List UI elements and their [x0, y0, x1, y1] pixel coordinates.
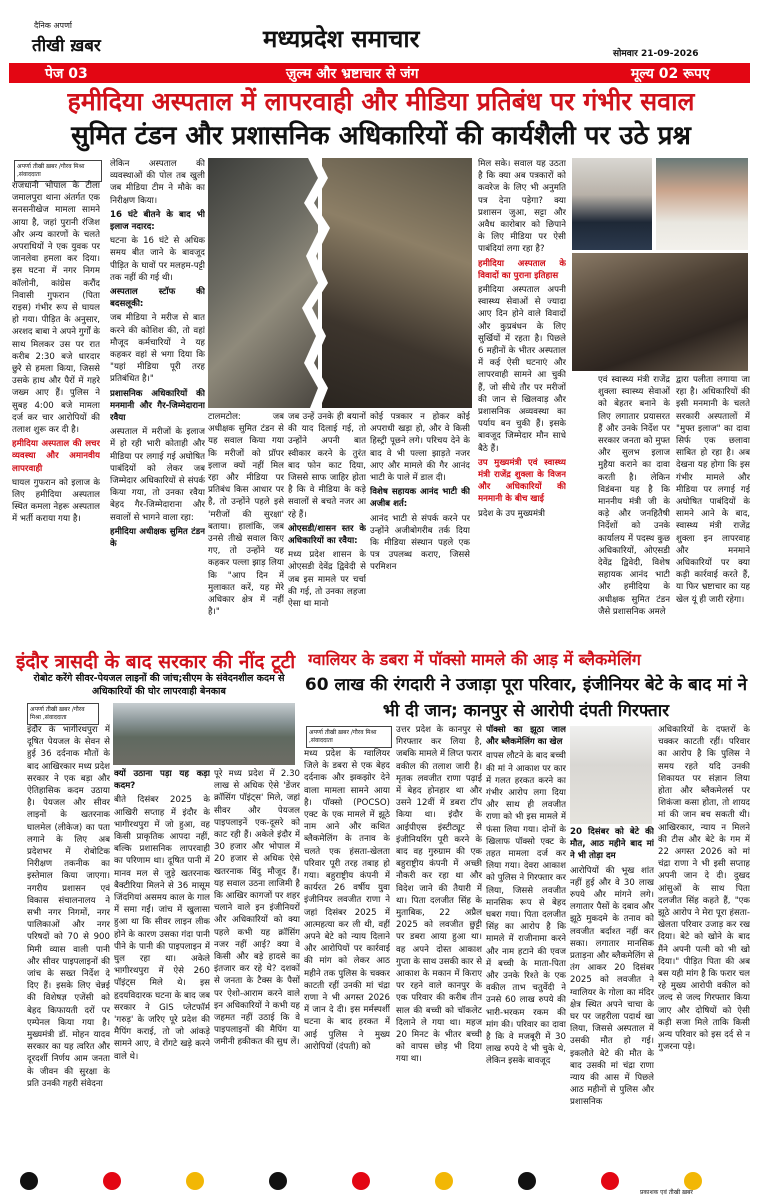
issue-date: सोमवार 21-09-2026: [613, 49, 699, 59]
paragraph: घटना के 16 घंटे से अधिक समय बीत जाने के बावजूद पीड़ित के घावों पर मलहम-पट्टी तक नहीं की गई थी।: [110, 236, 205, 283]
paragraph: कोई पत्रकार न होकर कोई अपराधी खड़ा हो, और वे किसी हिस्ट्री पूछने लगे। परिचय देने के बाद वे भी पल्ला झाड़ते नजर आए और मामले की गैर आनंद भाटी के पाले में डाल दी।: [370, 412, 470, 484]
story1-column-7: [598, 374, 670, 646]
masthead: [0, 0, 761, 60]
footer-dot: [20, 1172, 38, 1190]
minister-portrait-photo: [656, 158, 748, 250]
subheading: हमीदिया अधीक्षक सुमित टंडन के: [110, 526, 205, 550]
story1-column-6: [478, 158, 566, 646]
torn-paper-divider: [300, 158, 340, 408]
story2-headline: इंदौर त्रासदी के बाद सरकार की नींद टूटी: [16, 651, 296, 673]
story3-column-2: [396, 724, 482, 1164]
page-title: मध्यप्रदेश समाचार: [263, 25, 420, 53]
slogan: ज़ुल्म और भ्रष्टाचार से जंग: [286, 66, 419, 82]
city-road-traffic-photo: [113, 703, 295, 765]
paragraph: टालमटोल: जब अधीक्षक सुमित टंडन से यह सवाल किया गया कि मरीजों को प्रॉपर इलाज क्यों नहीं मिल रहा और मीडिया पर प्रतिबंध किस आधार पर है, तो उन्होंने पहले इसे 'मरीजों की सुरक्षा' बताया। हालांकि, जब उनसे तीखे सवाल किए गए, तो उन्होंने यह कहकर पल्ला झाड़ लिया कि "आप दिन में मुलाकात करें, यह मेरे अधिकार क्षेत्र में नहीं है।": [208, 412, 284, 618]
injured-patient-photo: [572, 253, 748, 371]
story1-headline: हमीदिया अस्पताल में लापरवाही और मीडिया प्रतिबंध पर गंभीर सवाल: [67, 87, 695, 116]
hospital-ward-photo-right: [322, 158, 472, 408]
paragraph: मध्य प्रदेश शासन के ओएसडी देवेंद्र द्विवेदी से जब इस मामले पर चर्चा की गई, तो उनका लहजा ऐसा था मानो: [288, 550, 366, 610]
paragraph: अधिकारियों के दफ्तरों के चक्कर काटती रहीं। परिवार का आरोप है कि पुलिस ने समय रहते यदि उनकी शिकायत पर संज्ञान लिया होता और ब्लैकमेलर्स पर शिकंजा कसा होता, तो शायद मां की जान बच सकती थी। आखिरकार, न्याय न मिलने की टीस और बेटे के गम में 22 अगस्त 2026 को मां चंद्रा राणा ने भी इसी सप्ताह अपनी जान दे दी। दुखद आंसुओं के साथ पिता दलजीत सिंह कहते हैं, "एक झूठे आरोप ने मेरा पूरा हंसता-खेलता परिवार उजाड़ कर रख दिया। बेटे को खोने के बाद मैंने अपनी पत्नी को भी खो दिया।" पीड़ित पिता की अब बस यही मांग है कि फरार चल रहे मुख्य आरोपी वकील को जल्द से जल्द गिरफ्तार किया जाए और दोषियों को ऐसी कड़ी सजा मिले ताकि किसी अन्य परिवार को इस दर्द से न गुजरना पड़े।: [658, 725, 750, 1053]
story3-column-4: [570, 826, 654, 1164]
paragraph: द्वारा पलीता लगाया जा रहा है। अधिकारियों की इसी मनमानी के चलते सरकारी अस्पतालों में "मुफ्त इलाज" का दावा सिर्फ एक छलावा साबित हो रहा है। अब देखना यह होगा कि इस गंभीर मामले और मीडिया पर लगाई गई अघोषित पाबंदियों के सामने आने के बाद, स्वास्थ्य मंत्री राजेंद्र शुक्ला इन लापरवाह और मनमाने अधिकारियों पर क्या कड़ी कार्रवाई करते हैं, या फिर भ्रष्टाचार का यह खेल यूं ही जारी रहेगा।: [676, 375, 750, 605]
paragraph: घायल गुफरान को इलाज के लिए हमीदिया अस्पताल स्थित कमला नेहरू अस्पताल में भर्ती कराया गया है।: [12, 477, 100, 525]
footer: [0, 1168, 761, 1199]
paragraph: मिल सके। सवाल यह उठता है कि क्या अब पत्रकारों को कवरेज के लिए भी अनुमति पत्र देना पड़ेगा? क्या प्रशासन जुआ, सट्टा और अवैध कारोबार को छिपाने के लिए मीडिया पर ऐसी पाबंदियां लगा रहा है?: [478, 159, 566, 255]
info-bar: [9, 63, 750, 83]
story1-column-2: [110, 158, 205, 646]
story2-column-1: [27, 724, 110, 1164]
story3-column-5: [658, 724, 750, 1164]
subheading: उप मुख्यमंत्री एवं स्वास्थ्य मंत्री राजेंद्र शुक्ला के विजन और अधिकारियों की मनमानी के बीच खाई: [478, 457, 566, 505]
story2-subheadline: रोबोट करेंगे सीवर-पेयजल लाइनों की जांच;सीएम के संवेदनशील कदम से अधिकारियों की घोर लापरवाही बेनकाब: [33, 673, 285, 697]
footer-dot: [103, 1172, 121, 1190]
paragraph: अस्पताल में मरीजों के इलाज में हो रही भारी कोताही और मीडिया पर लगाई गई अघोषित पाबंदियों को लेकर जब जिम्मेदार अधिकारियों से संपर्क किया गया, तो उनका रवैया बेहद गैर-जिम्मेदाराना और सवालों से भागने वाला रहा:: [110, 427, 205, 523]
footer-dot: [186, 1172, 204, 1190]
story3-column-1: [304, 748, 390, 1164]
story3-column-3: [486, 724, 566, 1164]
paragraph: हमीदिया अस्पताल अपनी स्वास्थ्य सेवाओं से ज्यादा आए दिन होने वाले विवादों और कुप्रबंधन के लिए सुर्खियों में रहता है। पिछले 6 महीनों के भीतर अस्पताल में कई ऐसी घटनाएं और लापरवाही सामने आ चुकी हैं, जो सीधे तौर पर मरीजों की जान से खिलवाड़ और प्रशासनिक अव्यवस्था का पर्याय बन चुकी हैं। इसके बावजूद जिम्मेदार मौन साधे बैठे हैं।: [478, 285, 566, 454]
subheading: क्यों उठाना पड़ा यह कड़ा कदम?: [114, 769, 210, 792]
subheading: अस्पताल स्टॉफ की बदसलूकी:: [110, 287, 205, 310]
story2-byline: अपर्णा तीखी ख़बर /गौरव मिश्रा ,संवाददाता: [27, 703, 99, 725]
paragraph: पूरे मध्य प्रदेश में 2.30 लाख से अधिक ऐसे 'डेंजर क्रॉसिंग पॉइंट्स' मिले, जहां सीवर और पेयजल पाइपलाइनें एक-दूसरे को काट रही हैं। अकेले इंदौर में 30 हजार और भोपाल में 20 हजार से अधिक ऐसे खतरनाक बिंदु मौजूद हैं। यह सवाल उठना लाजिमी है कि आखिर कागजों पर शहर चलाने वाले इन इंजीनियरों और अधिकारियों को क्या पहले कभी यह क्रॉसिंग नजर नहीं आई? क्या वे किसी और बड़े हादसे का इंतजार कर रहे थे? दशकों से जनता के टैक्स के पैसों पर ऐशो-आराम करने वाले इन अधिकारियों ने कभी यह जहमत नहीं उठाई कि वे पाइपलाइनों की मैपिंग या जमीनी हकीकत की सुध लें।: [214, 769, 300, 1048]
paragraph: लेकिन अस्पताल की व्यवस्थाओं की पोल तब खुली जब मीडिया टीम ने मौके का निरीक्षण किया।: [110, 159, 205, 206]
footer-dot: [435, 1172, 453, 1190]
subheading: 20 दिसंबर को बेटे की मौत, आठ महीने बाद मां ने भी तोड़ा दम: [570, 827, 654, 862]
brand-logo-text: तीखी ख़बर: [32, 36, 101, 56]
paragraph: मध्य प्रदेश के ग्वालियर जिले के डबरा से एक बेहद दर्दनाक और झकझोर देने वाला मामला सामने आया है। पॉक्सो (POCSO) एक्ट के एक मामले में झूठे नाम आने और कथित ब्लैकमेलिंग के तनाव के चलते एक हंसता-खेलता परिवार पूरी तरह तबाह हो गया। बहुराष्ट्रीय कंपनी में कार्यरत 26 वर्षीय युवा इंजीनियर लवजीत राणा ने जहां दिसंबर 2025 में आत्महत्या कर ली थी, वहीं अपने बेटे को न्याय दिलाने और आरोपियों पर कार्रवाई की मांग को लेकर आठ महीने तक पुलिस के चक्कर काटती रहीं उनकी मां चंद्रा राणा ने भी अगस्त 2026 में जान दे दी। इस मर्मस्पर्शी घटना के बाद हरकत में आई पुलिस ने मुख्य आरोपियों (दंपती) को: [304, 749, 390, 1052]
subheading: 16 घंटे बीतने के बाद भी इलाज नदारद:: [110, 209, 205, 233]
story1-column-5: [370, 411, 470, 646]
paragraph: जब उन्हें उनके ही बयानों की याद दिलाई गई, तो उन्होंने अपनी बात स्वीकार करने के तुरंत बाद फोन काट दिया, जिससे साफ जाहिर होता है कि वे मीडिया के कड़े सवालों से बचते नजर आ रहे हैं।: [288, 412, 366, 520]
page-number: पेज 03: [45, 66, 88, 82]
price: मूल्य 02 रूपए: [631, 66, 710, 82]
story3-byline: अपर्णा तीखी ख़बर /गौरव मिश्रा ,संवाददाता: [306, 726, 392, 748]
subheading: विशेष सहायक आनंद भाटी की अजीब शर्त:: [370, 487, 470, 510]
footer-dot: [352, 1172, 370, 1190]
footer-credit: प्रकाशक एवं तीखी ख़बर: [640, 1189, 693, 1196]
story1-column-4: [288, 411, 366, 646]
footer-dot: [518, 1172, 536, 1190]
official-portrait-photo: [572, 158, 652, 250]
paragraph: आरोपियों की भूख शांत नहीं हुई और वे 30 लाख रुपये और मांगने लगे। लगातार पैसों के दबाव और झूठे मुकदमे के तनाव को लवजीत बर्दाश्त नहीं कर सका। लगातार मानसिक प्रताड़ना और ब्लैकमेलिंग से तंग आकर 20 दिसंबर 2025 को लवजीत ने ग्वालियर के गोला का मंदिर क्षेत्र स्थित अपने चाचा के घर पर जहरीला पदार्थ खा लिया, जिससे अस्पताल में उसकी मौत हो गई। इकलौते बेटे की मौत के बाद उसकी मां चंद्रा राणा न्याय की आस में पिछले आठ महीनों से पुलिस और प्रशासनिक: [570, 865, 654, 1108]
paragraph: एवं स्वास्थ्य मंत्री राजेंद्र शुक्ला स्वास्थ्य सेवाओं को बेहतर बनाने के लिए लगातार प्रयासरत हैं और उनके निर्देश पर सरकार जनता को मुफ्त और सुलभ इलाज मुहैया कराने का दावा करती है। लेकिन विडंबना यह है कि माननीय मंत्री जी के कड़े और जनहितैषी निर्देशों को उनके कार्यालय में पदस्थ कुछ अधिकारियों, ओएसडी देवेंद्र द्विवेदी, विशेष सहायक आनंद भाटी और हमीदिया के अधीक्षक सुमित टंडन जैसे प्रशासनिक अमले: [598, 375, 670, 617]
accused-person-photo: [570, 726, 652, 824]
story1-column-8: [676, 374, 750, 646]
paragraph: वापस लौटने के बाद बच्ची की मां ने आकाश पर कार में गलत हरकत करने का गंभीर आरोप लगा दिया और साथ ही लवजीत राणा को भी इस मामले में फंसा लिया गया। दोनों के खिलाफ पॉक्सो एक्ट के तहत मामला दर्ज कर लिया गया। देवरा आकाश को पुलिस ने गिरफ्तार कर लिया, जिससे लवजीत मानसिक रूप से बेहद घबरा गया। पिता दलजीत सिंह का आरोप है कि मामले में राजीनामा करने और नाम हटाने की एवज में बच्ची के माता-पिता और उनके रिश्ते के एक वकील ताभ चतुर्वेदी ने उनसे 60 लाख रुपये की भारी-भरकम रकम की मांग की। परिवार का दावा है कि वे मजबूरी में 30 लाख रुपये दे भी चुके थे, लेकिन इसके बावजूद: [486, 751, 566, 1067]
paragraph: उत्तर प्रदेश के कानपुर से गिरफ्तार कर लिया है, जबकि मामले में लिप्त फरार वकील की तलाश जारी है। मृतक लवजीत राणा पढ़ाई में बेहद होनहार था और उसने 12वीं में डबरा टॉप किया था। इंदौर के आईपीएस इंस्टीट्यूट से इंजीनियरिंग पूरी करने के बाद वह गुरुग्राम की एक बहुराष्ट्रीय कंपनी में अच्छी नौकरी कर रहा था और विदेश जाने की तैयारी में था। पिता दलजीत सिंह के मुताबिक, 22 अप्रैल 2025 को लवजीत छुट्टी पर डबरा आया हुआ था। वह अपने दोस्त आकाश गुप्ता के साथ उसकी कार से आकाश के मकान में किराए पर रहने वाले कानपुर के एक परिवार की करीब तीन साल की बच्ची को चॉकलेट दिलाने ले गया था। महज 20 मिनट के भीतर बच्ची को वापस छोड़ भी दिया गया था।: [396, 725, 482, 1065]
paragraph: राजधानी भोपाल के टीला जमालपुरा थाना अंतर्गत एक सनसनीखेज मामला सामने आया है, जहां पुरानी रंजिश और अन्य कारणों के चलते अपराधियों ने एक युवक पर जानलेवा हमला कर दिया। इस घटना में नगर निगम कॉलोनी, कांग्रेस करौंद निवासी गुफरान (पिता राइस) गंभीर रूप से घायल हो गया। पीड़ित के अनुसार, अरशद बाबा ने अपने गुर्गों के साथ मिलकर उस पर रात करीब 2:30 बजे धारदार छुरे से हमला किया, जिससे उसके हाथ और पैरों में गहरे जख्म आए हैं। पुलिस ने सुबह 4:00 बजे मामला दर्ज कर चार आरोपियों की तलाश शुरू कर दी है।: [12, 181, 100, 436]
footer-dot: [269, 1172, 287, 1190]
subheading: पॉक्सो का झूठा जाल और ब्लैकमेलिंग का खेल: [486, 725, 566, 748]
story1-subheadline: सुमित टंडन और प्रशासनिक अधिकारियों की कार्यशैली पर उठे प्रश्न: [71, 121, 691, 151]
paragraph: प्रदेश के उप मुख्यमंत्री: [478, 508, 545, 519]
paragraph: जब मीडिया ने मरीज से बात करने की कोशिश की, तो वहां मौजूद कर्मचारियों ने यह कहकर वहां से भगा दिया कि "यहां मीडिया पूरी तरह प्रतिबंधित है।": [110, 313, 205, 385]
paragraph: बीते दिसंबर 2025 के आखिरी सप्ताह में इंदौर के भागीरथपुरा में जो हुआ, वह किसी प्राकृतिक आपदा नहीं, बल्कि प्रशासनिक लापरवाही का परिणाम था। दूषित पानी में मानव मल से जुड़े खतरनाक बैक्टीरिया मिलने से 36 मासूम जिंदगियां असमय काल के गाल में समा गईं। जांच में खुलासा हुआ था कि सीवर लाइन लीक होने के कारण उसका गंदा पानी पीने के पानी की पाइपलाइन में घुल रहा था। अकेले भागीरथपुरा में ऐसे 260 पॉइंट्स मिले थे। इस हृदयविदारक घटना के बाद जब सरकार ने GIS प्लेटफॉर्म 'गरुड़' के जरिए पूरे प्रदेश की मैपिंग कराई, तो जो आंकड़े सामने आए, वे रोंगटे खड़े करने वाले थे।: [114, 795, 210, 1062]
subheading: हमीदिया अस्पताल के विवादों का पुराना इतिहास: [478, 258, 566, 281]
footer-dot: [601, 1172, 619, 1190]
story3-headline: ग्वालियर के डबरा में पॉक्सो मामले की आड़ में ब्लैकमेलिंग: [308, 650, 641, 669]
subheading: हमीदिया अस्पताल की लचर व्यवस्था और अमानवीय लापरवाही: [12, 439, 100, 474]
story1-column-1: [12, 180, 100, 646]
story3-subheadline: 60 लाख की रंगदारी ने उजाड़ा पूरा परिवार, इंजीनियर बेटे के बाद मां ने भी दी जान; कानपुर से आरोपी दंपती गिरफ्तार: [304, 675, 748, 721]
paragraph: आनंद भाटी से संपर्क करने पर उन्होंने अजीबोगरीब तर्क दिया कि मीडिया संस्थान पहले एक पत्र उपलब्ध कराए, जिससे परमिशन: [370, 513, 470, 573]
story2-column-3: [214, 768, 300, 1164]
subheading: प्रशासनिक अधिकारियों की मनमानी और गैर-जिम्मेदाराना रवैया: [110, 388, 205, 424]
story1-byline: अपर्णा तीखी ख़बर /गौरव मिश्रा ,संवाददाता: [14, 160, 102, 182]
brand-tagline: दैनिक अपर्णा: [34, 21, 72, 30]
subheading: ओएसडी/शासन स्तर के अधिकारियों का रवैया:: [288, 523, 366, 547]
story2-column-2: [114, 768, 210, 1164]
paragraph: इंदौर के भागीरथपुरा में दूषित पेयजल के सेवन से हुई 36 दर्दनाक मौतों के बाद आखिरकार मध्य प्रदेश सरकार ने एक बड़ा और ऐतिहासिक कदम उठाया है। पेयजल और सीवर लाइनों के खतरनाक घालमेल (लीकेज) का पता लगाने के लिए अब प्रदेशभर में रोबोटिक निरीक्षण तकनीक का इस्तेमाल किया जाएगा। नगरीय प्रशासन एवं विकास संचालनालय ने सभी नगर निगमों, नगर पालिकाओं और नगर परिषदों को 70 से 900 मिमी व्यास वाली पानी और सीवर पाइपलाइनों की जांच के सख्त निर्देश दे दिए हैं। इसके लिए चेन्नई की विशेषज्ञ एजेंसी को बेहद किफायती दरों पर एम्पेनल किया गया है। मुख्यमंत्री डॉ. मोहन यादव सरकार का यह त्वरित और दूरदर्शी निर्णय आम जनता के जीवन की सुरक्षा के प्रति उनकी गहरी संवेदना: [27, 725, 110, 1089]
story1-column-3: [208, 411, 284, 646]
